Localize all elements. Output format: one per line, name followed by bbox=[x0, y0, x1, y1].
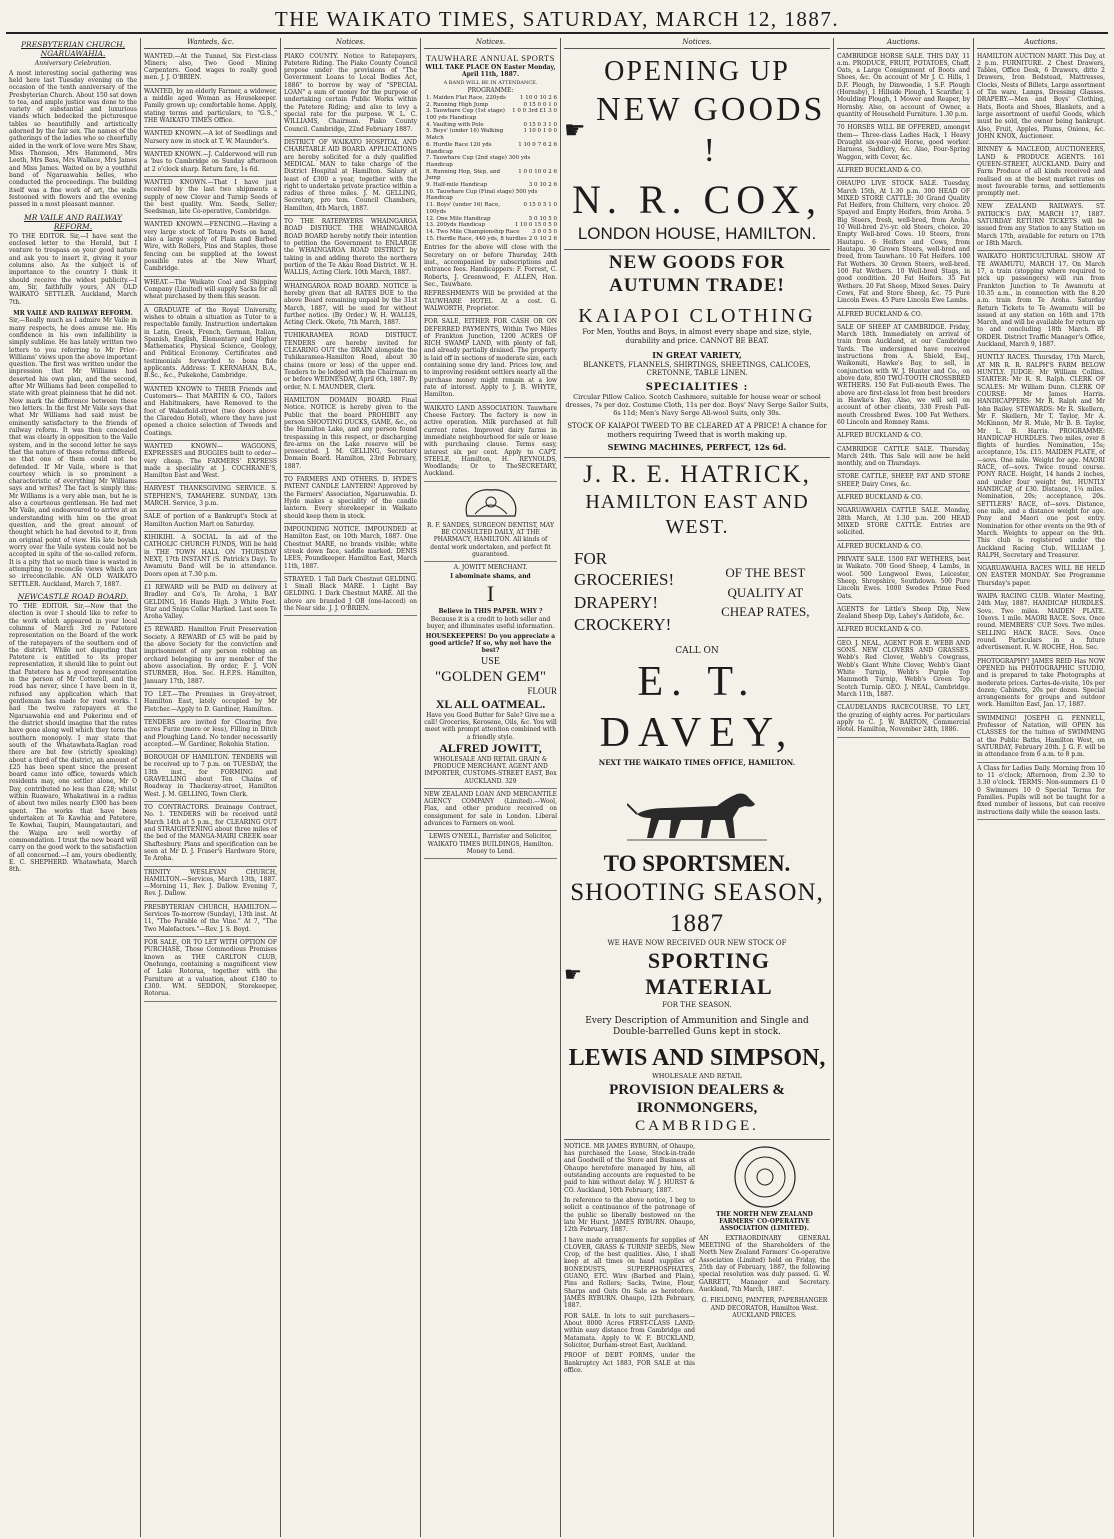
ad-item: HAMILTON AUCTION MART. This Day, at 2 p.m. FURNITURE. 2 Chest Drawers, Tables, Office Desk, 6 Drawers, ditto 2 Drawers, Iron Bedstead, Mattresses, Clocks, Nests of Billets, Large assortment of Tin ware, Lamps, Dressing Glasses. DRAPERY.—Men and Boys' Clothing, Hats, Boots and Shoes, Blankets, and a large assortment of useful Goods, which must be sold, the owner being bankrupt. Also, Fruit, Apples, Plums, Onions, &c. JOHN KNOX, Auctioneer. bbox=[977, 51, 1105, 145]
ad-line: XL ALL OATMEAL. bbox=[435, 697, 546, 712]
event-cell: 1 10 0 bbox=[520, 94, 538, 101]
event-cell: 1 0 0 bbox=[518, 168, 533, 175]
notice-text: I have made arrangements for supplies of CLOVER, GRASS & TURNIP SEEDS, New Crop, of the best qualities. Also, I shall keep at all times on hand supplies of BONEDUSTS, SUPERPHOSPHATES, GUANO, ETC. Wire (Barbed and Plain), Pins and Rollers; Sacks, Twine, Flour, Sharps and Oats On Sale as heretofore. JAMES RYBURN. Ohaupo, 12th February, 1887. bbox=[564, 1236, 695, 1310]
event-cell: 3 0 bbox=[532, 228, 541, 235]
ad-item: STORE CATTLE, SHEEP, FAT AND STORE SHEEP, Dairy Cows, &c. bbox=[837, 471, 970, 492]
coop-name: THE NORTH NEW ZEALAND FARMERS' CO-OPERATIVE ASSOCIATION (LIMITED). bbox=[716, 1210, 813, 1233]
event-cell: 10 2 6 bbox=[539, 94, 557, 101]
cox-ad-kaiapoi-sub: For Men, Youths and Boys, in almost every shape and size, style, durability and price. CANNOT BE BEAT. bbox=[582, 328, 812, 345]
event-cell: 0 15 0 bbox=[523, 121, 541, 128]
cox-ad-specialities: SPECIALITIES : bbox=[645, 382, 749, 394]
ad-item: PRIVATE SALE. 1500 FAT WETHERS, best in Waikato. 700 Good Sheep, 4 Lambs, in wool. 500 Longwool Ewes, Leicester, Sheep, Shropshire, Southdown. 500 Pure Lincoln Ewes. 1000 Swedes Prime Feed Oats. bbox=[837, 554, 970, 604]
column-1 bbox=[6, 38, 141, 1537]
article-subheading: Anniversary Celebration. bbox=[34, 60, 112, 68]
article-body: TO THE EDITOR. Sir,—Now that the election is over I should like to refer to the work which appeared in your local columns of March 3rd re Patetere representation on the Board of the work of the ratepayers of the southern end of the district. While not disputing that Patetere is entitled to its proper representation, it should like to point out that Patetere has a good representation in the person of Mr Cotterell, and the road has never, since I have been in it, refused any application which that gentleman has made for road works. I had the twelve ratepayers at the Ngaruawahia end and Pukerimu end of the district should imagine that the rates have gone along well which they term the southern monopoly. I may state that south of the Whatawhata-Raglan road there are but few (strictly speaking) about a third of the district, an amount of £25 has been spent since the present board came into office, towards which residents may, one settler alone, Mr O Day, contributed no less than £28; whilst within Ruawaro, Whakatiwai in a radius of about two miles nearly £300 has been spent. The works that have been undertaken at Te Kawhia and Patetere, Te Kowhai, Taupiri, Maungatautari, and the Waipa are well worthy of commendation. I trust the new board will carry on the good work to the satisfaction of all concerned.—I am, yours obediently, E. C. SHEPHERD. Whatawhata, March 8th. bbox=[9, 602, 137, 874]
ad-item: FOR SALE, OR TO LET WITH OPTION OF PURCHASE, Those Commodious Premises known as THE CARLTON CLUB, Onehunga, containing a magnificent view of Lake Rotorua, together with the Furniture at a valuation, about £180 to £300. WM. SEDDON, Storekeeper, Rotorua. bbox=[144, 937, 277, 1002]
ad-item: IMPOUNDING NOTICE. IMPOUNDED at Hamilton East, on 10th March, 1887. One Chestnut MARE, no brands visible; white streak down face, saddle marked. DENIS LEES, Poundkeeper. Hamilton East, March 11th, 1887. bbox=[284, 524, 417, 574]
event-cell bbox=[555, 155, 557, 168]
ad-subtitle: WILL TAKE PLACE ON Easter Monday, April 11th, 1887. bbox=[425, 63, 556, 79]
article-body: A most interesting social gathering was held here last Tuesday evening on the occasion of the tenth anniversary of the Presbyterian Church. About 150 sat down to tea, and ample justice was done to the variety of substantial and luxurious viands which bedecked the picturesque tables so beautifully and artistically adorned by the fair sex. The names of the gatherings of the ladies who so cheerfully aided in the work of love were Mrs Shaw, Miss Thomson, Mrs Hammond, Mrs Leeth, Mrs Bass, Mrs Wallace, Mrs James and Miss James. Waited on by a youthful band of Ngaruawahia belles, who conducted the proceedings. The building itself was a fine work of art, the walls festooned with flowers and the evening passed in a most pleasant manner. bbox=[9, 69, 137, 209]
goods-line: FOR GROCERIES! bbox=[574, 549, 675, 589]
lewis-provision: PROVISION DEALERS & IRONMONGERS, bbox=[609, 1081, 785, 1117]
solicitor-ad: LEWIS O'NEILL, Barrister and Solicitor, WAIKATO TIMES BUILDINGS, Hamilton. Money to Lend. bbox=[424, 831, 557, 859]
event-cell: 3 0 bbox=[528, 182, 538, 189]
article-heading: PRESBYTERIAN CHURCH, NGARUAWAHIA. bbox=[21, 40, 125, 59]
ad-item: HAMILTON DOMAIN BOARD. Final Notice. NOTICE is hereby given to the Public that the board PROHIBIT any person SHOOTING DUCKS, GAME, &c., on the Hamilton Lake, and any person found trespassing in this respect, or discharging fire-arms on the Lake reserve will be prosecuted. J. M. GELLING, Secretary Domain Board. Hamilton, 23rd February, 1887. bbox=[284, 395, 417, 474]
masthead bbox=[6, 4, 1108, 34]
cox-ad-variety-list: BLANKETS, FLANNELS, SHIRTINGS, SHEETINGS, CALICOES, CRETONNE, TABLE LINEN. bbox=[583, 360, 811, 378]
fielding-ad: G. FIELDING, PAINTER, PAPERHANGER AND DECORATOR, Hamilton West. AUCKLAND PRICES. bbox=[701, 1297, 828, 1319]
lewis-sub: WHOLESALE AND RETAIL bbox=[652, 1071, 742, 1080]
event-cell: 1 0 0 bbox=[512, 108, 527, 115]
ad-item: NGARUAWAHIA CATTLE SALE. Monday, 28th March, At 1.30 p.m. 200 HEAD MIXED STORE CATTLE. Entries are solicited. bbox=[837, 505, 970, 540]
event-cell bbox=[555, 189, 557, 202]
ad-item: ALFRED BUCKLAND & CO. bbox=[837, 624, 970, 637]
column-header: Wanteds, &c. bbox=[144, 38, 277, 49]
article-heading: MR VAILE AND RAILWAY REFORM. bbox=[13, 309, 133, 317]
ad-item: SALE of portion of a Bankrupt's Stock at Hamilton Auction Mart on Saturday. bbox=[144, 511, 277, 532]
ad-item: WANTED KNOWN to THEIR Friends and Customers— That MARTIN & CO., Tailors and Habitmakers, have Removed to the foot of Wakefield-street (two doors above the Claredon Hotel), where they have just opened a choice selection of Tweeds and Coatings. bbox=[144, 384, 277, 441]
event-cell: 15 0 5 0 bbox=[534, 222, 557, 229]
event-cell: 10. Tauwhare Cup (Final stage) 500 yds Handicap bbox=[426, 188, 538, 202]
article-body: Sir,—Really much as I admire Mr Vaile in many respects, he does amuse me. His confidence in his own infallibility is simply sublime. He has lately written two letters to you referring to Mr Prior-Williams' views upon the above important question. The first was written under the impression that Mr Williams had deserted his own plan, and the second, after Mr Williams had been compelled to state with great plainness that he did not. Now mark the difference between these two letters. In the first Mr Vaile says that what Mr Williams had said must be eminently satisfactory to the friends of railway reform. It was then concealed that was clearly in opposition to the Vaile system, and in the second letter he says that the nature of these reforms differed, so that one of them could not be defended. If Mr Vaile, where is that courtesy which is so prominent a characteristic of everything Mr Williams says and writes? The fact is simply this: Mr Williams is a very able man, but he is also a courteous gentleman. He had met Mr Vaile, and endeavoured to arrive at an understanding with him on the great question, and the great amount of thought which he had devoted to it, from an original point of view. His late boyish worry over the Vaile system could not be accepted in spite of the so-called reform. It is a pity that so much time is wasted in attempting to reconcile views which are so irreconcilable. AN OLD WAIKATO SETTLER. Auckland, March 7, 1887. bbox=[9, 317, 137, 588]
davey-ad-name: E. T. DAVEY, bbox=[599, 658, 795, 757]
cox-ad-variety: IN GREAT VARIETY, bbox=[652, 350, 742, 361]
event-cell: 5 1 0 bbox=[543, 202, 557, 209]
column-7 bbox=[974, 38, 1108, 1537]
event-list bbox=[424, 95, 557, 242]
material-heading: SPORTING MATERIAL bbox=[645, 947, 773, 1000]
ad-item: WANTED KNOWN— WAGGONS, EXPRESSES and BUGGIES built to order—very cheap. The FARMERS' EXPRESS made a speciality at J. COCHRANE'S, Hamilton East and West. bbox=[144, 441, 277, 484]
hatrick-ad-name: J. R. E. HATRICK, bbox=[583, 460, 811, 488]
notice-columns bbox=[564, 1143, 830, 1374]
ad-line: HOUSEKEEPERS! Do you appreciate a good article? If so, why not have the best? bbox=[425, 632, 556, 655]
article-body: TO THE EDITOR. Sir,—I have sent the enclosed letter to the Herald, but I venture to trespass on your good nature and ask you to insert it, giving it your columns also. As the subject is of importance to the country I think it should receive the widest publicity.—I am, Sir, faithfully yours, AN OLD WAIKATO SETTLER. Auckland, March 7th. bbox=[9, 232, 137, 306]
ad-item: NGARUAWAHIA RACES WILL BE HELD ON EASTER MONDAY. See Programme Thursday's paper. bbox=[977, 563, 1105, 591]
davey-ad-goods bbox=[574, 547, 820, 638]
masthead-title: THE WAIKATO TIMES, SATURDAY, MARCH 12, 1887. bbox=[274, 7, 840, 31]
ad-item: BINNEY & MACLEOD, AUCTIONEERS, LAND & PRODUCE AGENTS. 161 QUEEN-STREET, AUCKLAND. Dairy and Farm Produce of all kinds received and realised on at the best market rates on most favourable terms, and settlements promptly met. bbox=[977, 144, 1105, 201]
cox-ad-newgoods: NEW GOODS ! bbox=[596, 90, 826, 170]
event-cell: 0 15 0 bbox=[523, 202, 541, 209]
event-row bbox=[424, 128, 557, 141]
column-4 bbox=[421, 38, 561, 1537]
event-cell: 1 10 0 bbox=[518, 141, 536, 148]
event-cell: 8. Running Hop, Step, and Jump bbox=[426, 168, 501, 182]
ad-item: BOROUGH OF HAMILTON. TENDERS will be received up to 7 p.m. on TUESDAY, the 13th inst., for FORMING and GRAVELLING about Ten Chains of Roadway in Thackeray-street, Hamilton West. J. M. GELLING, Town Clerk. bbox=[144, 752, 277, 802]
season-heading: SHOOTING SEASON, 1887 bbox=[570, 879, 824, 937]
ad-item: AGENTS for Little's Sheep Dip, New Zealand Sheep Dip, Lahey's Antidote, &c. bbox=[837, 604, 970, 625]
event-cell: 1. Maiden Flat Race, 220yds bbox=[426, 94, 506, 101]
lewis-heading: LEWIS AND SIMPSON, bbox=[568, 1044, 826, 1071]
davey-ad-callon: CALL ON bbox=[675, 646, 719, 656]
ad-line: WHOLESALE AND RETAIL GRAIN & PRODUCE MERCHANT. AGENT AND IMPORTER, CUSTOMS-STREET EAST, Box AUCKLAND. 329 bbox=[424, 755, 557, 785]
guns-text: Every Description of Ammunition and Single and Double-barrelled Guns kept in stock. bbox=[585, 1015, 809, 1037]
column-6 bbox=[834, 38, 974, 1537]
event-cell: 1 10 0 bbox=[514, 222, 533, 229]
notice-text: In reference to the above notice, I beg to solicit a continuance of the patronage of the public so liberally bestowed on the late Mr Hurst. JAMES RYBURN. Ohaupo, 12th February, 1887. bbox=[564, 1196, 695, 1234]
ad-item: PRESBYTERIAN CHURCH, HAMILTON.—Services To-morrow (Sunday), 13th inst. At 11, "The Parable of the Vine." At 7, "The Two Malefactors."—Rev. J. S. Boyd. bbox=[144, 902, 277, 937]
article-heading: MR VAILE AND RAILWAY REFORM. bbox=[24, 212, 122, 231]
cox-ad-opening: OPENING UP bbox=[604, 55, 790, 87]
ad-item: WANTED KNOWN.—That I have just received by the last two shipments a supply of new Clover and Turnip Seeds of the best quality. Wm. Seeds, Seller; Seedsman, late Co-operative, Cambridge. bbox=[144, 177, 277, 220]
ad-body: Entries for the above will close with the Secretary on or before Thursday, 24th inst., accompanied by subscriptions and entrance fees. Handicappers: F. Forrest, C. Roberts, J. Greenwood, F. ALLEN, Hon. Sec., Tauwhare. bbox=[424, 244, 557, 288]
event-cell: 9. Half-mile Handicap bbox=[426, 182, 488, 189]
ad-item: ALFRED BUCKLAND & CO. bbox=[837, 541, 970, 554]
land-sale-ad: FOR SALE, EITHER FOR CASH OR ON DEFERRED PAYMENTS, Within Two Miles of Frankton Junction, 1200 ACRES OF RICH SWAMP LAND, with plenty of fall, and already partially drained. The property is laid off in sections of moderate size, each containing some dry land. Prices low, and to improving resident settlers nearly all the purchase money might remain at a low rate of interest. Apply to J. B. WHYTE, Hamilton. bbox=[424, 316, 557, 402]
goods-quality: OF THE BEST QUALITY AT CHEAP RATES, bbox=[721, 565, 810, 620]
ad-item: CAMBRIDGE HORSE SALE. THIS DAY, 11 a.m. PRODUCE, FRUIT, POTATOES, Chaff, Oats, a Large Consignment of Boots and Shoes, &c. On account of Mr J. C. Hills, 1 D.F. Plough, by Dinwoodie, 1 S.F. Plough (Hornsby), 1 Hillside Plough, 1 Scarifier, 1 Moulding Plough, 1 Mower and Reaper, by Hornsby. Also, on account of Owner, a quantity of Household Furniture. 1.30 p.m. bbox=[837, 51, 970, 123]
co-operative-seal-icon bbox=[699, 1145, 830, 1209]
ad-line: "GOLDEN GEM" bbox=[435, 668, 546, 685]
coop-body: AN EXTRAORDINARY GENERAL MEETING of the Shareholders of the North New Zealand Farmers' Co-operative Association (Limited) held on Friday, the 25th day of February, 1887, the following special resolution was duly passed. G. W. GARRETT, Manager and Secretary. Auckland, 7th March, 1887. bbox=[699, 1234, 830, 1293]
event-cell: 1 10 0 bbox=[523, 128, 541, 135]
ad-list bbox=[977, 51, 1105, 820]
hatrick-ad-location: HAMILTON EAST AND WEST. bbox=[585, 491, 809, 538]
ad-item: WANTED KNOWN.—J. Calderwood will run a 'bus to Cambridge on Sunday afternoon at 2 o'clock sharp. Return fare, 1s 6d. bbox=[144, 149, 277, 177]
notice-text: FOR SALE. In lots to suit purchasers—About 8000 Acres FIRST-CLASS LAND; within easy distance from Cambridge and Matamata. Apply to W. F. BUCKLAND, Solicitor, Durham-street East, Auckland. bbox=[564, 1312, 695, 1349]
programme-heading: PROGRAMME: bbox=[467, 86, 514, 94]
ad-item: WAIKATO HORTICULTURAL SHOW AT TE AWAMUTU, MARCH 17. On March 17, a train (stopping where required to pick up passengers) will run from Frankton Junction to Te Awamutu at 10.35 a.m., in connection with the 8.20 a.m. train from Te Aroha. Saturday Return Tickets to Te Awamutu will be issued at any station on 16th and 17th March, and will be available for return up to and concluding 18th March. BY ORDER. District Traffic Manager's Office, Auckland, March 9, 1887. bbox=[977, 251, 1105, 352]
ad-item: A GRADUATE of the Royal University, wishes to obtain a situation as Tutor to a respectable family. Instruction undertaken in Latin, Greek, French, German, Italian, Spanish, English, Elementary and Higher Mathematics, Physical Science, Geology, and Political Economy. Certificates and testimonials forwarded to bona fide applicants. Address: T. KERNAHAN, B.A., B.Sc., &c., Pukekohe, Cambridge. bbox=[144, 305, 277, 384]
event-row bbox=[424, 216, 557, 223]
ad-body: REFRESHMENTS Will be provided at the TAUWHARE HOTEL At a cost. G. WALWORTH, Proprietor. bbox=[424, 290, 557, 312]
ad-item: OHAUPO LIVE STOCK SALE. Tuesday, March 15th, At 1.30 p.m. 300 HEAD OF MIXED STORE CATTLE: 30 Grand Quality Fat Heifers, from Chiltern, very choice. 20 Spayed and Empty Heifers, from Aroha. 5 Big Steers, fresh, well-bred, from Aroha. 10 Well-bred 2½-yr. old Steers, choice. 20 Empty Well-bred Cows. 10 Steers, from Hautapu. 6 Heifers and Cows, from Hautapu. 30 Grown Steers, well-bred and freed, from Tauwhare. 10 Fat Heifers. 100 Fat Wethers. 30 Grown Steers, well-bred. 100 Fat Wethers. 10 Well-bred Stags, in good condition. 20 Fat Heifers. 35 Fat Wethers. 20 Fat Sheep, Mixed Sexes. Dairy Cows, Fat and Store Sheep, &c. 75 Pure Lincoln Ewes. 45 Pure Lincoln Ewe Lambs. bbox=[837, 178, 970, 308]
ad-line: I bbox=[486, 580, 495, 606]
ad-item: TO LET.—The Premises in Grey-street, Hamilton East, lately occupied by Mr Fletcher.—Apply to D. Gardiner, Hamilton. bbox=[144, 689, 277, 717]
cox-ad-machines: SEWING MACHINES, PERFECT, 12s 6d. bbox=[607, 442, 787, 453]
ad-item: TRINITY WESLEYAN CHURCH, HAMILTON.—Services, March 13th, 1887.—Morning 11, Rev. J. Dallow. Evening 7, Rev. J. Dallow. bbox=[144, 867, 277, 902]
ad-item: WHAINGAROA ROAD BOARD. NOTICE is hereby given that all RATES DUE to the above Board remaining unpaid by the 31st March, 1887, will be sued for without further notice. (By Order.) W. H. WALLIS, Acting Clerk. Okete, 7th March, 1887. bbox=[284, 281, 417, 331]
ad-line: Believe in THIS PAPER. WHY ? bbox=[438, 607, 543, 615]
notice-text: PROOF of DEBT FORMS, under the Bankruptcy Act 1883, FOR SALE at this office. bbox=[564, 1352, 695, 1374]
ad-line: I abominate shams, and bbox=[450, 572, 531, 580]
event-cell: 3rd £1 3 0 bbox=[528, 108, 557, 115]
ad-item: GEO. J. NEAL, AGENT FOR E. WEBB AND SONS. NEW CLOVERS AND GRASSES. Webb's Red Clover, Webb's Cowgrass, Webb's Giant White Clover, Webb's Giant White Turnip, Webb's Purple Top Mammoth Turnip, Webb's Green Top Scotch Turnip. GEO. J. NEAL, Cambridge. March 11th, 1887. bbox=[837, 638, 970, 703]
event-cell: 5. Boys' (under 16) Walking Match bbox=[426, 128, 504, 142]
cox-ad-stock: STOCK OF KAIAPOI TWEED TO BE CLEARED AT A PRICE! A chance for mothers requiring Tweed that is worth making up. bbox=[567, 421, 827, 439]
event-cell: 3 1 0 bbox=[543, 121, 557, 128]
pointing-hand-icon: ☛ bbox=[564, 115, 586, 144]
ad-item: WANTED.—At the Tunnel, Six First-class Miners; also, Two Good Mining Carpenters. Good wages to really good men. J. J. O'BRIEN. bbox=[144, 51, 277, 86]
ad-list bbox=[144, 51, 277, 1002]
ad-item: CLAUDELANDS RACECOURSE. TO LET, the grazing of eighty acres. For particulars apply to C. J. W. BARTON, Commercial Hotel. Hamilton, November 24th, 1886. bbox=[837, 702, 970, 737]
material-sub: FOR THE SEASON. bbox=[662, 1001, 732, 1010]
event-row bbox=[424, 155, 557, 168]
davey-ad-address: NEXT THE WAIKATO TIMES OFFICE, HAMILTON. bbox=[598, 758, 796, 768]
event-cell: 1 0 0 bbox=[543, 128, 557, 135]
ad-item: DISTRICT OF WAIKATO HOSPITAL AND CHARITABLE AID BOARD. APPLICATIONS are hereby solicited for a duly qualified MEDICAL MAN to take charge of the District Hospital at Hamilton. Salary at least of £300 a year, together with the right to undertake private practice within a radius of three miles. J. M. GELLING, Secretary, pro tem. Council Chambers, Hamilton, 4th March, 1887. bbox=[284, 137, 417, 216]
ad-item: TUHIKARAMEA ROAD DISTRICT. TENDERS are hereby invited for CLEARING OUT the DRAIN alongside the Tuhikaramea-Hamilton Road, about 30 chains (more or less) of the upper end. Tenders to be lodged with the Chairman on or before WEDNESDAY, April 6th, 1887. By order, N. I. MAUNDER, Clerk. bbox=[284, 330, 417, 395]
event-cell: 6. Hurdle Race 120 yds Handicap bbox=[426, 141, 492, 155]
event-cell: 10 0 2 6 bbox=[534, 168, 557, 175]
ad-item: £5 REWARD. Hamilton Fruit Preservation Society. A REWARD of £5 will be paid by the above Society for the conviction and imprisonment of any person robbing an orchard belonging to any member of the above association. By order, F. J. VON STURMER, Hon. Sec. H.F.P.S. Hamilton, January 17th, 1887. bbox=[144, 624, 277, 689]
sports-ad bbox=[424, 51, 557, 317]
event-row bbox=[424, 222, 557, 229]
event-cell: 12. One Mile Handicap bbox=[426, 215, 491, 222]
ad-item: WANTED, by an elderly Farmer, a widower, a middle aged Woman as Housekeeper. Family grown up; comfortable home. Apply, stating terms and particulars, to "G.S.," THE WAIKATO TIMES Office. bbox=[144, 86, 277, 129]
event-cell: 5 0 bbox=[528, 215, 538, 222]
event-row bbox=[424, 95, 557, 102]
event-cell: 2 0 bbox=[528, 235, 538, 242]
ad-item: TENDERS are invited for Clearing five acres Furze (more or less), Filling in Ditch and Ploughing Land. No tender necessarily accepted.—W. Gardiner, Rokohia Station. bbox=[144, 717, 277, 752]
event-cell: 15. Hurdle Race, 440 yds, 8 hurdles bbox=[426, 235, 527, 242]
article-heading: NEWCASTLE ROAD BOARD. bbox=[17, 591, 129, 601]
ad-item: PHOTOGRAPHY! JAMES REID Has NOW OPENED his PHOTOGRAPHIC STUDIO, and is prepared to take Photographs at moderate prices. Cartes-de-visite, 10s per dozen; Cabinets, 20s per dozen. Special arrangements for groups and outdoor work. Hamilton East, Jan. 17, 1887. bbox=[977, 656, 1105, 713]
ad-item: STRAYED. 1 Tall Dark Chestnut GELDING. 1 Small Black MARE. 1 Light Bay GELDING. 1 Dark Chestnut MARE. All the above are branded J OB (one-lacced) on the Near side. J. J. O'BRIEN. bbox=[284, 574, 417, 617]
event-cell: 11. Boys' (under 16) Race, 100yds bbox=[426, 202, 500, 215]
ad-item: ALFRED BUCKLAND & CO. bbox=[837, 309, 970, 322]
dentist-ad bbox=[424, 482, 557, 563]
column-header: Auctions. bbox=[977, 38, 1105, 49]
ad-item: WANTED KNOWN.—A lot of Seedlings and Nursery now in stock at T. W. Maunder's. bbox=[144, 128, 277, 149]
ad-item: TO THE RATEPAYERS WHAINGAROA ROAD DISTRICT. THE WHAINGAROA ROAD BOARD hereby notify their intention to petition the Government to ENLARGE the WHAINGAROA ROAD DISTRICT by taking in and adding thereto the northern portion of the Te Akau Road District. W. H. WALLIS, Acting Clerk. 10th March, 1887. bbox=[284, 216, 417, 281]
event-row bbox=[424, 202, 557, 215]
ad-item: A Class for Ladies Daily. Morning from 10 to 11 o'clock; Afternoon, from 2.30 to 3.30 o'clock. TERMS: Non-summers £1 0 0 Swimmers 10 0 Special Terms for Families. Pupils will not be taught for a fixed number of lessons, but can receive instructions daily while the season lasts. bbox=[977, 763, 1105, 820]
cox-ad-name: N. R. COX, bbox=[571, 176, 823, 222]
ad-line: A. JOWITT MERCHANT. bbox=[453, 564, 528, 572]
event-cell: 7 6 2 6 bbox=[537, 141, 557, 148]
event-row bbox=[424, 229, 557, 236]
tooth-emblem-icon bbox=[424, 486, 557, 520]
goods-line: DRAPERY! bbox=[574, 592, 659, 612]
event-row bbox=[424, 189, 557, 202]
column-3 bbox=[281, 38, 421, 1537]
column-2 bbox=[141, 38, 281, 1537]
ad-line: FLOUR bbox=[527, 686, 557, 697]
ad-line: Have you Good Butter for Sale? Give me a call! Groceries, Kerosene, Oils, &c. You will meet with prompt attention combined with a friendly style. bbox=[424, 711, 557, 741]
ad-item: ALFRED BUCKLAND & CO. bbox=[837, 492, 970, 505]
ad-item: PIAKO COUNTY. Notice to Ratepayers, Patetere Riding. The Piako County Council propose under the provisions of "The Government Loans to Local Bodies Act, 1886" to borrow by way of "SPECIAL LOAN" a sum of money for the purpose of undertaking certain Public Works within the Patetere Riding; and also to levy a special rate for the purpose. W. L. C. WILLIAMS, Chairman. Piako County Council. Cambridge, 22nd February 1887. bbox=[284, 51, 417, 137]
event-row bbox=[424, 108, 557, 121]
ad-item: WHEAT.—The Waikato Coal and Shipping Company (Limited) will supply Sacks for all wheat purchased by them this season. bbox=[144, 277, 277, 305]
ad-line: Because it is a credit to both seller and buyer, and illuminates useful information. bbox=[426, 616, 555, 631]
cox-ad-autumn: NEW GOODS FOR AUTUMN TRADE! bbox=[608, 252, 786, 296]
event-cell: 0 1 0 bbox=[543, 101, 557, 108]
loan-agency-ad: NEW ZEALAND LOAN AND MERCANTILE AGENCY COMPANY (Limited).—Wool, Flax, and other produce received on consignment for sale in London. Liberal advances to Farmers on wool. bbox=[424, 789, 557, 832]
ad-line: USE bbox=[481, 655, 500, 667]
ad-note: A BAND WILL BE IN ATTENDANCE. bbox=[443, 79, 538, 86]
ad-item: ALFRED BUCKLAND & CO. bbox=[837, 430, 970, 443]
event-cell: 10 2 6 bbox=[539, 182, 557, 189]
sportsmen-heading: TO SPORTSMEN. bbox=[603, 850, 791, 876]
ad-item: ALFRED BUCKLAND & CO. bbox=[837, 165, 970, 178]
ad-item: TO CONTRACTORS. Drainage Contract, No. 1. TENDERS will be received until March 14th at 5 p.m., for CLEARING OUT and STRAIGHTENING about three miles of the bed of the MANGA-MAIRI CREEK near Shaftesbury. Plans and specification can be seen at Mr D. J. Fraser's Hardware Store, Te Aroha. bbox=[144, 802, 277, 867]
ad-item: SWIMMING! JOSEPH G. FENNELL, Professor of Natation, will OPEN his CLASSES for the tuition of SWIMMING at the Public Baths, Hamilton West, on SATURDAY, February 20th. J. G. F. will be in attendance from 6 a.m. to 8 p.m. bbox=[977, 713, 1105, 763]
ad-item: NEW ZEALAND RAILWAYS. ST. PATRICK'S DAY, MARCH 17, 1887. SATURDAY RETURN TICKETS will be issued from any Station to any Station on March 17th, available for return on 17th or 18th March. bbox=[977, 201, 1105, 251]
ad-body: R. F. SANDES, SURGEON DENTIST, MAY BE CONSULTED DAILY, AT THE PHARMACY, HAMILTON. All kinds of dental work undertaken, and perfect fit guaranteed. bbox=[427, 521, 554, 559]
ad-title: TAUWHARE ANNUAL SPORTS bbox=[426, 52, 555, 63]
ad-item: HUNTLY RACES. Thursday, 17th March, AT MR R. R. RALPH'S FARM BELOW HUNTLY. JUDGE: Mr William Collins. STARTER: Mr R. R. Ralph. CLERK OF SCALES: Mr William Dunn. CLERK OF COURSE: Mr James Harris. HANDICAPPERS: Mr R. Ralph and Mr John Bailey. STEWARDS: Mr R. Skellern, Mr F. Skellern, Mr T. Taylor, Mr A. McKinnon, Mr R. Mule, Mr B. B. Taylor, Mr L. B. Harris. PROGRAMME: HANDICAP HURDLES. Two miles, over 8 flights of hurdles. Nomination, 15s; acceptance, 15s. £15. MAIDEN PLATE, of—sovs. One mile. Weight for age. MAORI RACE, of—sovs. Twice round course. PONY RACE. Height, 14 hands 2 inches, and under four weight 9st. HUNTLY HANDICAP, of £30. Distance, 1¼ miles. Nomination, 20s; acceptance, 20s. SETTLERS' RACE, of—sovs. Distance, one mile, and a distance weight for age. Pony and Maori one post entry. Nomination for other events on the 9th of March. Weights to appear on the 9th. This club is registered under the Auckland Racing Club. WILLIAM J. RALPH, Secretary and Treasurer. bbox=[977, 352, 1105, 563]
event-row bbox=[424, 182, 557, 189]
ad-item: TO FARMERS AND OTHERS. D. HYDE'S PATENT CANDLE LANTERN! Approved by the Farmers' Association, Ngaruawahia. D. Hyde makes a speciality of the candle lantern. Every storekeeper in Waikato should keep them in stock. bbox=[284, 474, 417, 524]
ad-list bbox=[284, 51, 417, 617]
jowitt-ad bbox=[424, 562, 557, 789]
event-cell: 10 5 0 bbox=[539, 215, 557, 222]
ad-item: WAIPA RACING CLUB. Winter Meeting, 24th May, 1887. HANDICAP HURDLES. Sovs. Two miles. MAIDEN PLATE. 10sovs. 1 mile. MAORI RACE. Sovs. Once round. MEMBERS' CUP. Sovs. Two miles. SELLING HACK RACE. Sovs. Once round. Particulars in a future advertisement. R. W. ROCHE, Hon. Sec. bbox=[977, 591, 1105, 656]
event-row bbox=[424, 236, 557, 243]
ad-item: SALE OF SHEEP AT CAMBRIDGE. Friday, March 18th. Immediately on arrival of train from Auckland, at our Cambridge Yards. The undersigned have received instructions from A. Shield, Esq., Waikomiti, Hawke's Bay, to sell, in conjunction with W. J. Hunter and Co., on above date, 850 TWO-TOOTH CROSSBRED WETHERS. 150 Fat Full-mouth Ewes. The above are first-class lot from best breeders in Hawke's Bay. Also, we will sell on account of other clients, 330 Fresh Full-mouth Crossbred Ewes. 100 Fat Wethers. 60 Lincoln and Romney Rams. bbox=[837, 322, 970, 430]
ad-item: £1 REWARD will be PAID on delivery at Bradley and Co's, Te Aroha, 1 BAY GELDING, 16 Hands High. 3 White Feet. Star and Snips Collar Marked. Last seen Te Aroha Valley. bbox=[144, 582, 277, 625]
event-cell: 4. Vaulting with Pole bbox=[426, 121, 484, 128]
event-row bbox=[424, 169, 557, 182]
event-cell: 10 2 6 bbox=[539, 235, 557, 242]
column-header: Auctions. bbox=[837, 38, 970, 49]
ad-list bbox=[837, 51, 970, 738]
event-cell: 14. Two Mile Championship Race bbox=[426, 228, 520, 235]
lewis-location: CAMBRIDGE. bbox=[635, 1118, 759, 1135]
pointer-dog-icon bbox=[564, 774, 830, 844]
notice-text: NOTICE. MR JAMES RYBURN, of Ohaupo, has purchased the Lease, Stock-in-trade and Goodwill of the Store and Business at Ohaupo heretofore managed by him, all outstanding accounts are requested to be paid to him without delay. W. J. HURST & CO. Auckland, 10th February, 1887. bbox=[564, 1142, 695, 1194]
event-cell: 2. Running High Jump bbox=[426, 101, 489, 108]
event-cell: 3. Tauwhare Cup (1st stage) 100 yds Handicap bbox=[426, 108, 505, 122]
event-cell: 7. Tauwhare Cup (2nd stage) 300 yds Handicap bbox=[426, 155, 531, 168]
event-cell: 0 15 0 bbox=[523, 101, 541, 108]
cox-ad-kaiapoi: KAIAPOI CLOTHING bbox=[578, 304, 816, 327]
pointing-hand-icon: ☛ bbox=[564, 962, 582, 987]
columns bbox=[6, 38, 1108, 1537]
ad-item: 70 HORSES WILL BE OFFERED, amongst them— Three-class Ladies Hack, 1 Heavy Draught six-year-old Horse, good worker. Harness, Saddlery, &c. Also, Four-Spring Waggon, with Cover, &c. bbox=[837, 122, 970, 165]
cox-ad-location: LONDON HOUSE, HAMILTON. bbox=[577, 224, 817, 244]
goods-line: CROCKERY! bbox=[574, 615, 672, 635]
column-header: Notices. bbox=[564, 38, 830, 49]
column-header: Notices. bbox=[284, 38, 417, 49]
cox-ad-specialities-list: Circular Pillow Calico. Scotch Cashmere, suitable for house wear or school dresses, 7s per doz. Costume Cloth, 11s per doz. Boys' Navy Serge Sailor Suits, 6s 11d; Men's Navy Serge All-wool Suits, only 30s. bbox=[565, 393, 829, 418]
column-header: Notices. bbox=[424, 38, 557, 49]
event-cell: 13. 200yds Handicap bbox=[426, 222, 485, 229]
ad-line: ALFRED JOWITT, bbox=[439, 740, 542, 755]
ad-item: HARVEST THANKSGIVING SERVICE. S. STEPHEN'S, TAMAHERE. SUNDAY, 13th MARCH. Service, 3 p.m. bbox=[144, 483, 277, 511]
ad-item: CAMBRIDGE CATTLE SALE. Thursday, March 24th. This Sale will now be held monthly, and on Thursdays. bbox=[837, 444, 970, 472]
ad-item: KIHIKIHI. A SOCIAL. In aid of the CATHOLIC CHURCH FUNDS, Will be held in THE TOWN HALL ON THURSDAY NEXT, 17th INSTANT (S. Patrick's Day). To Awamutu Band will be in attendance. Doors open at 7.30 p.m. bbox=[144, 532, 277, 582]
land-association-ad: WAIKATO LAND ASSOCIATION. Tauwhare Cheese Factory. The factory is now in active operation. Milk purchased at full current rates. Improved dairy farms in immediate neighbourhood for sale or lease with purchasing clause. Terms easy, interest six per cent. Apply to CAPT. STEELE, Hamilton, H. REYNOLDS, Woodlands; Or to TheSECRETARY, Auckland. bbox=[424, 403, 557, 482]
event-row bbox=[424, 142, 557, 155]
ad-item: WANTED KNOWN.—FENCING.—Having a very large stock of Totara Posts on hand, also a large supply of Plain and Barbed Wire, with Rollers, Pins and Staples, those fencing can be supplied at the lowest possible rates at the New Wharf, Cambridge. bbox=[144, 219, 277, 276]
column-5 bbox=[561, 38, 834, 1537]
event-cell: 0 5 0 bbox=[543, 228, 557, 235]
season-sub: WE HAVE NOW RECEIVED OUR NEW STOCK OF bbox=[607, 939, 787, 948]
